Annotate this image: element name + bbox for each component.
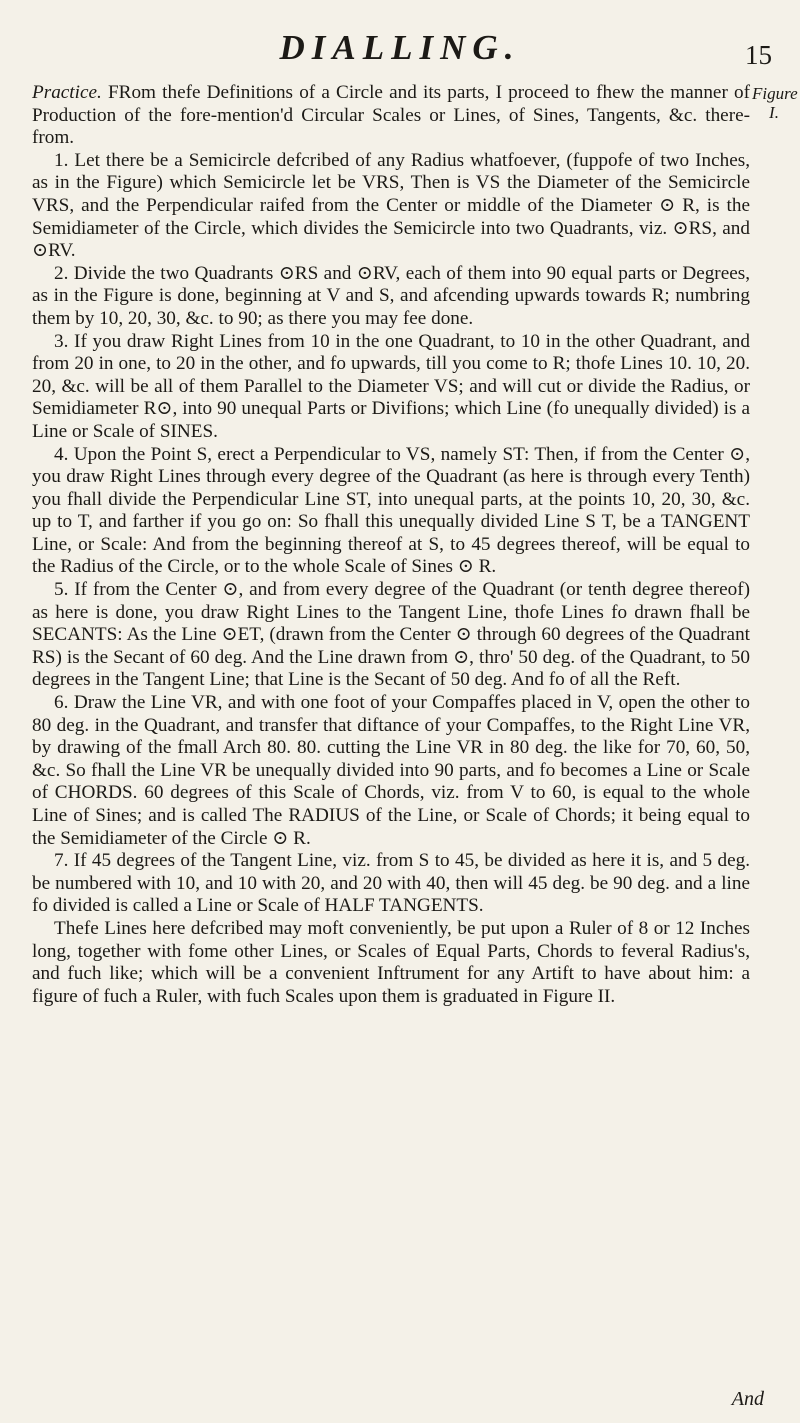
paragraph-intro [32, 82, 750, 150]
paragraph-4: 4. Upon the Point S, erect a Perpendicular to VS, namely ST: Then, if from the Center ⊙, you draw Right Lines through every degree of the Quadrant (as here is through every Tenth) you fhall divide the Perpendicular Line ST, into unequal parts, at the points 10, 20, 30, &c. up to T, and farther if you go on: So fhall this unequally divided Line S T, be a TANGENT Line, or Scale: And from the beginning thereof at S, to 45 degrees thereof, will be equal to the Radius of the Circle, or to the whole Scale of Sines ⊙ R. [32, 443, 750, 578]
paragraph-1: 1. Let there be a Semicircle defcribed of any Radius whatfoever, (fuppofe of two Inches, as in the Figure) which Semicircle let be VRS, Then is VS the Diameter of the Semicircle VRS, and the Perpendicular raifed from the Center or middle of the Diameter ⊙ R, is the Semidiameter of the Circle, which divides the Semicircle into two Quadrants, viz. ⊙RS, and ⊙RV. [32, 149, 750, 262]
paragraph-2: 2. Divide the two Quadrants ⊙RS and ⊙RV, each of them into 90 equal parts or Degrees, as in the Figure is done, beginning at V and S, and afcending upwards towards R; numbring them by 10, 20, 30, &c. to 90; as there you may fee done. [32, 262, 750, 329]
paragraph-6: 6. Draw the Line VR, and with one foot of your Compaffes placed in V, open the other to 80 deg. in the Quadrant, and transfer that diftance of your Compaffes, to the Right Line VR, by drawing of the fmall Arch 80. 80. cutting the Line VR in 80 deg. the like for 70, 60, 50, &c. So fhall the Line VR be unequally divided into 90 parts, and fo becomes a Line or Scale of CHORDS. 60 degrees of this Scale of Chords, viz. from V to 60, is equal to the whole Line of Sines; and is called The RADIUS of the Line, or Scale of Chords; it being equal to the Semidiameter of the Circle ⊙ R. [32, 692, 750, 849]
paragraph-text: FRom thefe Definitions of a Circle and its parts, I proceed to fhew the manner of Production of the fore-mention'd Circular Scales or Lines, of Sines, Tangents, &c. there-from. [32, 82, 751, 149]
running-head: DIALLING. [279, 28, 521, 67]
paragraph-3: 3. If you draw Right Lines from 10 in the one Quadrant, to 10 in the other Quadrant, and from 20 in one, to 20 in the other, and fo upwards, till you come to R; thofe Lines 10. 10, 20. 20, &c. will be all of them Parallel to the Diameter VS; and will cut or divide the Radius, or Semidiameter R⊙, into 90 unequal Parts or Divifions; which Line (fo unequally divided) is a Line or Scale of SINES. [32, 330, 750, 442]
catchword: And [731, 1388, 764, 1410]
margin-note: Figure I. [752, 84, 798, 122]
paragraph-7: 7. If 45 degrees of the Tangent Line, viz. from S to 45, be divided as here it is, and 5 deg. be numbered with 10, and 10 with 20, and 20 with 40, then will 45 deg. be 90 deg. and a line fo divided is called a Line or Scale of HALF TANGENTS. [32, 850, 750, 917]
paragraph-8: Thefe Lines here defcribed may moft conveniently, be put upon a Ruler of 8 or 12 Inches long, together with fome other Lines, or Scales of Equal Parts, Chords to feveral Radius's, and fuch like; which will be a convenient Inftrument for any Artift to have about him: a figure of fuch a Ruler, with fuch Scales upon them is graduated in Figure II. [32, 917, 750, 1007]
page-number: 15 [745, 40, 772, 70]
margin-lead: Practice. [32, 82, 102, 103]
body-text [32, 82, 750, 1008]
paragraph-5: 5. If from the Center ⊙, and from every degree of the Quadrant (or tenth degree thereof) as here is done, you draw Right Lines to the Tangent Line, thofe Lines fo drawn fhall be SECANTS: As the Line ⊙ET, (drawn from the Center ⊙ through 60 degrees of the Quadrant RS) is the Secant of 60 deg. And the Line drawn from ⊙, thro' 50 deg. of the Quadrant, to 50 degrees in the Tangent Line; that Line is the Secant of 50 deg. And fo of all the Reft. [32, 579, 750, 691]
